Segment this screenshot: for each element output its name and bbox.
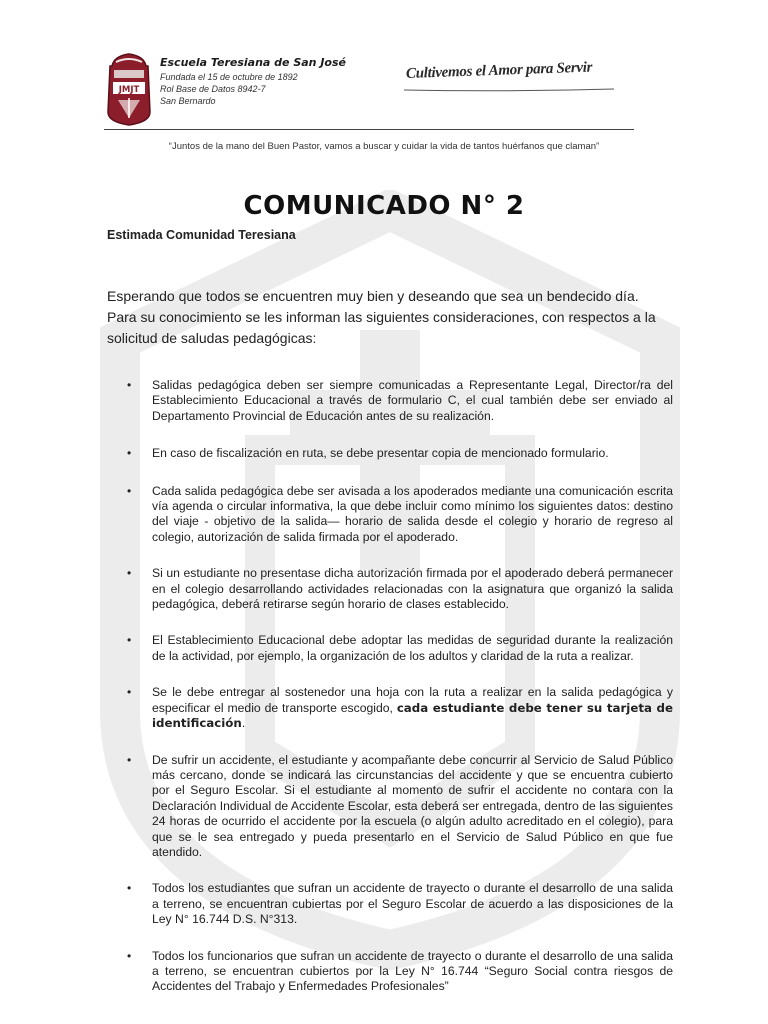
school-seal-icon <box>104 52 154 126</box>
school-city: San Bernardo <box>160 96 216 106</box>
list-item: • Todos los funcionarios que sufran un accidente de trayecto o durante el desarrollo de una salida a terreno, se encuentran cubiertos por la Ley N° 16.744 “Seguro Social contra riesgos de Accidentes del Trabajo y Enfermedades Profesionales” <box>107 949 673 995</box>
letterhead <box>104 52 664 130</box>
motto-underline <box>404 88 614 92</box>
school-founded: Fundada el 15 de octubre de 1892 <box>160 72 298 82</box>
list-item: • Si un estudiante no presentase dicha autorización firmada por el apoderado deberá permanecer en el colegio desarrollando actividades relacionadas con la asignatura que organizó la salida pedagógica, deberá retirarse según horario de clases establecido. <box>107 566 673 612</box>
list-item-tail: . <box>241 716 246 731</box>
list-item: • Salidas pedagógica deben ser siempre comunicadas a Representante Legal, Director/ra del Establecimiento Educacional a través de formulario C, el cual también debe ser enviado al Departamento Provincial de Educación antes de su realización. <box>107 378 673 424</box>
list-item: • De sufrir un accidente, el estudiante y acompañante debe concurrir al Servicio de Salud Público más cercano, donde se indicará las circunstancias del accidente y que se encuentra cubierto por el Seguro Escolar. Si el estudiante al momento de sufrir el accidente no contara con la Declaración Individual de Accidente Escolar, esta deberá ser entregada, dentro de las siguientes 24 horas de ocurrido el accidente por la escuela (o algún adulto acreditado en el colegio), para que se le sea entregado y pueda presentarlo en el Servicio de Salud Público en que fue atendido. <box>107 753 673 861</box>
greeting: Estimada Comunidad Teresiana <box>107 228 296 242</box>
intro-paragraph: Esperando que todos se encuentren muy bien y deseando que sea un bendecido día. Para su conocimiento se les informan las siguientes consideraciones, con respectos a la solicitud de saludas pedagógicas: <box>107 288 656 346</box>
school-info <box>160 56 346 107</box>
school-rbd: Rol Base de Datos 8942-7 <box>160 84 266 94</box>
seal-initials: JMJT <box>118 85 140 95</box>
list-item-emphasis: cada estudiante debe tener su tarjeta de identificación <box>152 700 673 731</box>
school-motto: Cultivemos el Amor para Servir <box>405 59 593 82</box>
school-name: Escuela Teresiana de San José <box>160 56 346 69</box>
list-item: • En caso de fiscalización en ruta, se debe presentar copia de mencionado formulario. <box>107 446 673 461</box>
header-divider <box>104 129 634 130</box>
list-item: • El Establecimiento Educacional debe adoptar las medidas de seguridad durante la realización de la actividad, por ejemplo, la organización de los adultos y claridad de la ruta a realizar. <box>107 633 673 664</box>
considerations-list <box>107 378 673 995</box>
list-item <box>107 685 673 731</box>
list-item-text: Se le debe entregar al sostenedor una hoja con la ruta a realizar en la salida pedagógica y especificar el medio de transporte escogido, <box>152 685 673 715</box>
list-item: • Todos los estudiantes que sufran un accidente de trayecto o durante el desarrollo de una salida a terreno, se encuentran cubiertas por el Seguro Escolar de acuerdo a las disposiciones de la Ley N° 16.744 D.S. N°313. <box>107 881 673 927</box>
quote-line: “Juntos de la mano del Buen Pastor, vamos a buscar y cuidar la vida de tantos huérfanos que claman” <box>168 141 600 152</box>
page-title: COMUNICADO N° 2 <box>243 191 525 221</box>
list-item: • Cada salida pedagógica debe ser avisada a los apoderados mediante una comunicación escrita vía agenda o circular informativa, la que debe incluir como mínimo los siguientes datos: destino del viaje - objetivo de la salida— horario de salida desde el colegio y horario de regreso al colegio, autorización de salida firmada por el apoderado. <box>107 484 673 546</box>
